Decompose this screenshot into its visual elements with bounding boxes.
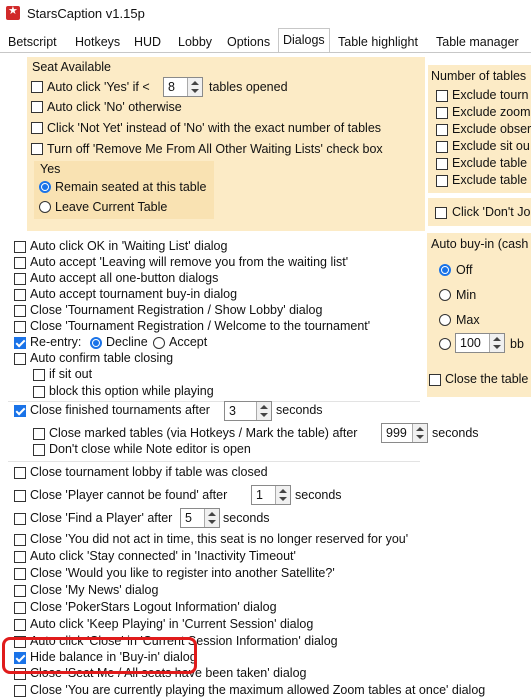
tab-lobby[interactable]: Lobby: [178, 35, 213, 49]
stepper-up-icon: [260, 405, 268, 409]
confirm-closing-checkbox[interactable]: [14, 353, 26, 365]
tournament-buyin-label: Auto accept tournament buy-in dialog: [30, 287, 238, 301]
close-marked-checkbox[interactable]: [33, 428, 45, 440]
leave-label: Leave Current Table: [55, 200, 168, 214]
buyin-off-label: Off: [456, 263, 473, 277]
stepper-up-icon: [191, 81, 199, 85]
tab-options[interactable]: Options: [227, 35, 271, 49]
waiting-list-label: Auto click OK in 'Waiting List' dialog: [30, 239, 228, 253]
yes-group-title: Yes: [40, 162, 61, 176]
max-zoom-checkbox[interactable]: [14, 685, 26, 697]
exclude-4-checkbox[interactable]: [436, 141, 448, 153]
did-not-act-checkbox[interactable]: [14, 534, 26, 546]
logout-info-label: Close 'PokerStars Logout Information' dialog: [30, 600, 277, 614]
number-of-tables-title: Number of tables: [431, 69, 527, 83]
did-not-act-label: Close 'You did not act in time, this seat is no longer reserved for you': [30, 532, 409, 546]
block-option-checkbox[interactable]: [33, 386, 45, 398]
player-not-found-checkbox[interactable]: [14, 490, 26, 502]
confirm-closing-label: Auto confirm table closing: [30, 351, 174, 365]
my-news-checkbox[interactable]: [14, 585, 26, 597]
close-session-label: Auto click 'Close' in 'Current Session Information' dialog: [30, 634, 338, 648]
not-yet-label: Click 'Not Yet' instead of 'No' with the exact number of tables: [47, 121, 382, 135]
dont-join-label: Click 'Don't Jo: [452, 205, 531, 219]
exclude-1-checkbox[interactable]: [436, 90, 448, 102]
close-finished-stepper[interactable]: 3: [224, 401, 272, 421]
reentry-checkbox[interactable]: [14, 337, 26, 349]
tournament-buyin-checkbox[interactable]: [14, 289, 26, 301]
tab-table-manager[interactable]: Table manager: [436, 35, 519, 49]
exclude-2-label: Exclude zoom: [452, 105, 531, 119]
auto-buyin-title: Auto buy-in (cash: [431, 237, 529, 251]
buyin-custom-radio[interactable]: [439, 338, 451, 350]
close-marked-stepper[interactable]: 999: [381, 423, 428, 443]
auto-yes-label: Auto click 'Yes' if <: [47, 80, 150, 94]
player-not-found-label: Close 'Player cannot be found' after: [30, 488, 228, 502]
tab-table-highlight[interactable]: Table highlight: [338, 35, 418, 49]
exclude-1-label: Exclude tourn: [452, 88, 529, 102]
dont-close-note-checkbox[interactable]: [33, 444, 45, 456]
stepper-up-icon: [493, 337, 501, 341]
keep-playing-checkbox[interactable]: [14, 619, 26, 631]
waiting-list-checkbox[interactable]: [14, 241, 26, 253]
title-bar: [0, 0, 531, 27]
reentry-decline-radio[interactable]: [90, 337, 102, 349]
stay-connected-checkbox[interactable]: [14, 551, 26, 563]
remain-radio[interactable]: [39, 181, 51, 193]
dont-close-note-label: Don't close while Note editor is open: [49, 442, 251, 456]
exclude-4-label: Exclude sit ou: [452, 139, 530, 153]
close-marked-label: Close marked tables (via Hotkeys / Mark the table) after: [49, 426, 358, 440]
not-yet-checkbox[interactable]: [31, 122, 43, 134]
find-player-unit: seconds: [223, 511, 270, 525]
auto-yes-suffix: tables opened: [209, 80, 288, 94]
close-reg-welcome-label: Close 'Tournament Registration / Welcome to the tournament': [30, 319, 371, 333]
my-news-label: Close 'My News' dialog: [30, 583, 159, 597]
auto-yes-checkbox[interactable]: [31, 81, 43, 93]
tab-dialogs[interactable]: Dialogs: [278, 28, 330, 53]
reentry-accept-radio[interactable]: [153, 337, 165, 349]
seat-available-title: Seat Available: [32, 60, 111, 74]
tab-betscript[interactable]: Betscript: [8, 35, 57, 49]
auto-no-checkbox[interactable]: [31, 101, 43, 113]
leaving-label: Auto accept 'Leaving will remove you from the waiting list': [30, 255, 349, 269]
auto-yes-stepper[interactable]: 8: [163, 77, 203, 97]
turn-off-checkbox[interactable]: [31, 143, 43, 155]
separator: [8, 461, 420, 462]
close-reg-lobby-checkbox[interactable]: [14, 305, 26, 317]
reentry-accept-label: Accept: [169, 335, 208, 349]
stepper-up-icon: [208, 512, 216, 516]
satellite-checkbox[interactable]: [14, 568, 26, 580]
close-table-label: Close the table: [445, 372, 529, 386]
exclude-6-label: Exclude table: [452, 173, 528, 187]
exclude-3-label: Exclude obser: [452, 122, 531, 136]
hide-balance-label: Hide balance in 'Buy-in' dialog: [30, 650, 197, 664]
exclude-5-checkbox[interactable]: [436, 158, 448, 170]
exclude-2-checkbox[interactable]: [436, 107, 448, 119]
if-sit-out-label: if sit out: [49, 367, 93, 381]
buyin-min-label: Min: [456, 288, 477, 302]
leave-radio[interactable]: [39, 201, 51, 213]
reentry-decline-label: Decline: [106, 335, 148, 349]
auto-no-label: Auto click 'No' otherwise: [47, 100, 182, 114]
dont-join-checkbox[interactable]: [435, 207, 447, 219]
player-not-found-stepper[interactable]: 1: [251, 485, 291, 505]
app-star-icon: [6, 6, 20, 20]
close-table-checkbox[interactable]: [429, 374, 441, 386]
stepper-down-icon: [493, 345, 501, 349]
stepper-down-icon: [279, 497, 287, 501]
buyin-min-radio[interactable]: [439, 289, 451, 301]
stepper-up-icon: [416, 427, 424, 431]
leaving-checkbox[interactable]: [14, 257, 26, 269]
exclude-6-checkbox[interactable]: [436, 175, 448, 187]
separator: [8, 401, 420, 402]
find-player-label: Close 'Find a Player' after: [30, 511, 173, 525]
turn-off-label: Turn off 'Remove Me From All Other Waiting Lists' check box: [47, 142, 383, 156]
exclude-5-label: Exclude table: [452, 156, 528, 170]
one-button-checkbox[interactable]: [14, 273, 26, 285]
seat-me-label: Close 'Seat Me / All seats have been taken' dialog: [30, 666, 307, 680]
buyin-off-radio[interactable]: [439, 264, 451, 276]
tab-divider: [0, 52, 531, 53]
buyin-custom-stepper[interactable]: 100: [455, 333, 505, 353]
one-button-label: Auto accept all one-button dialogs: [30, 271, 219, 285]
find-player-checkbox[interactable]: [14, 513, 26, 525]
close-finished-unit: seconds: [276, 403, 323, 417]
stepper-up-icon: [279, 489, 287, 493]
buyin-max-radio[interactable]: [439, 314, 451, 326]
tab-hotkeys[interactable]: Hotkeys: [75, 35, 121, 49]
player-not-found-unit: seconds: [295, 488, 342, 502]
block-option-label: block this option while playing: [49, 384, 214, 398]
stepper-down-icon: [416, 435, 424, 439]
satellite-label: Close 'Would you like to register into another Satellite?': [30, 566, 335, 580]
tab-hud[interactable]: HUD: [134, 35, 162, 49]
remain-label: Remain seated at this table: [55, 180, 207, 194]
close-lobby-checkbox[interactable]: [14, 467, 26, 479]
window-title: StarsCaption v1.15p: [27, 6, 145, 21]
highlight-annotation: [2, 637, 197, 674]
close-lobby-label: Close tournament lobby if table was closed: [30, 465, 268, 479]
reentry-label: Re-entry:: [30, 335, 82, 349]
close-reg-lobby-label: Close 'Tournament Registration / Show Lobby' dialog: [30, 303, 323, 317]
stepper-down-icon: [208, 520, 216, 524]
if-sit-out-checkbox[interactable]: [33, 369, 45, 381]
buyin-unit: bb: [510, 337, 524, 351]
close-finished-checkbox[interactable]: [14, 405, 26, 417]
max-zoom-label: Close 'You are currently playing the maximum allowed Zoom tables at once' dialog: [30, 683, 486, 697]
logout-info-checkbox[interactable]: [14, 602, 26, 614]
find-player-stepper[interactable]: 5: [180, 508, 220, 528]
close-finished-label: Close finished tournaments after: [30, 403, 210, 417]
buyin-max-label: Max: [456, 313, 480, 327]
close-reg-welcome-checkbox[interactable]: [14, 321, 26, 333]
exclude-3-checkbox[interactable]: [436, 124, 448, 136]
stepper-down-icon: [191, 89, 199, 93]
tab-strip: [0, 28, 531, 52]
stepper-down-icon: [260, 413, 268, 417]
keep-playing-label: Auto click 'Keep Playing' in 'Current Session' dialog: [30, 617, 314, 631]
close-marked-unit: seconds: [432, 426, 479, 440]
stay-connected-label: Auto click 'Stay connected' in 'Inactivity Timeout': [30, 549, 296, 563]
